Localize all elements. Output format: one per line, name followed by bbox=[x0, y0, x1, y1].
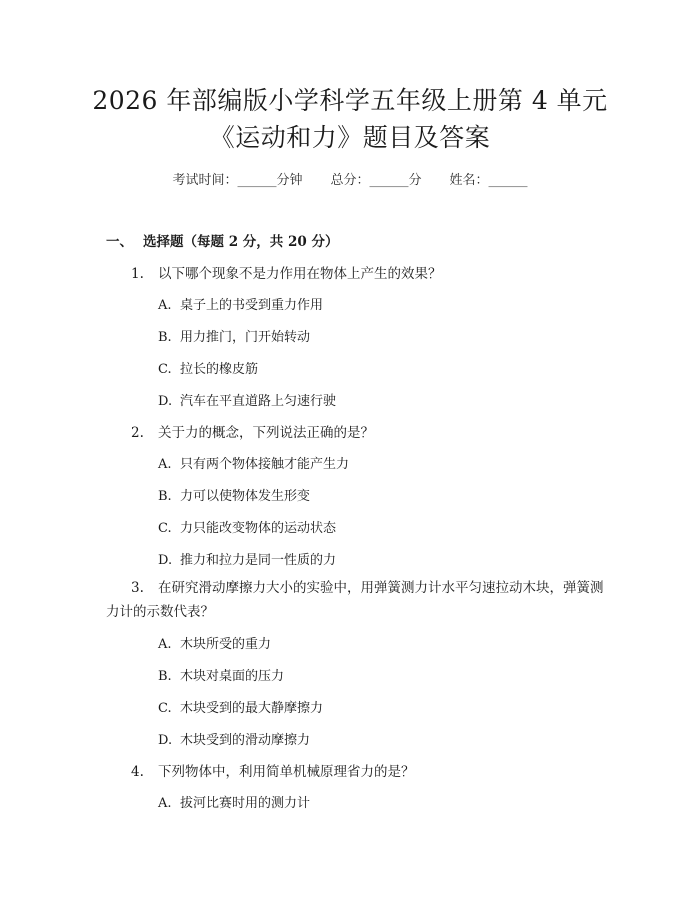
question-1-option-a bbox=[158, 294, 323, 313]
option-text: 桌子上的书受到重力作用 bbox=[180, 298, 324, 313]
option-text: 拉长的橡皮筋 bbox=[180, 362, 259, 377]
option-text: 力只能改变物体的运动状态 bbox=[180, 521, 337, 536]
question-text: 在研究滑动摩擦力大小的实验中，用弹簧测力计水平匀速拉动木块，弹簧测力计的示数代表？ bbox=[106, 580, 604, 620]
question-1 bbox=[131, 262, 442, 282]
question-2-option-c bbox=[158, 517, 336, 536]
section-heading bbox=[106, 230, 338, 250]
document-title-line-2: 《运动和力》题目及答案 bbox=[209, 123, 491, 152]
option-text: 拔河比赛时用的测力计 bbox=[180, 796, 311, 811]
question-number: 4. bbox=[131, 764, 144, 780]
option-label: A. bbox=[158, 796, 172, 811]
option-label: C. bbox=[158, 701, 172, 716]
question-3-option-b bbox=[158, 665, 284, 684]
option-label: A. bbox=[158, 637, 172, 652]
exam-time-field: 考试时间：______分钟 bbox=[172, 173, 303, 188]
section-number: 一、 bbox=[106, 234, 133, 250]
option-text: 推力和拉力是同一性质的力 bbox=[180, 553, 337, 568]
option-label: D. bbox=[158, 733, 173, 748]
question-2 bbox=[131, 421, 374, 441]
question-number: 1. bbox=[131, 266, 144, 282]
question-1-option-b bbox=[158, 326, 310, 345]
option-label: A. bbox=[158, 457, 172, 472]
option-text: 只有两个物体接触才能产生力 bbox=[180, 457, 350, 472]
option-text: 用力推门，门开始转动 bbox=[180, 330, 311, 345]
question-1-option-c bbox=[158, 358, 258, 377]
question-number: 2. bbox=[131, 425, 144, 441]
question-3-option-c bbox=[158, 697, 323, 716]
question-4 bbox=[131, 760, 415, 780]
question-2-option-d bbox=[158, 549, 336, 568]
option-text: 木块受到的滑动摩擦力 bbox=[180, 733, 311, 748]
option-text: 木块所受的重力 bbox=[180, 637, 272, 652]
question-4-option-a bbox=[158, 792, 310, 811]
exam-score-field: 总分：______分 bbox=[330, 173, 422, 188]
option-text: 木块受到的最大静摩擦力 bbox=[180, 701, 324, 716]
option-label: C. bbox=[158, 521, 172, 536]
question-text: 关于力的概念，下列说法正确的是？ bbox=[158, 425, 374, 441]
option-text: 力可以使物体发生形变 bbox=[180, 489, 311, 504]
option-label: C. bbox=[158, 362, 172, 377]
option-label: B. bbox=[158, 330, 172, 345]
option-label: B. bbox=[158, 669, 172, 684]
option-text: 木块对桌面的压力 bbox=[180, 669, 285, 684]
option-label: D. bbox=[158, 553, 173, 568]
question-3-option-d bbox=[158, 729, 310, 748]
question-text: 下列物体中，利用简单机械原理省力的是？ bbox=[158, 764, 415, 780]
option-label: A. bbox=[158, 298, 172, 313]
exam-name-field: 姓名：______ bbox=[449, 173, 528, 188]
option-label: B. bbox=[158, 489, 172, 504]
question-2-option-a bbox=[158, 453, 349, 472]
section-title: 选择题（每题 2 分，共 20 分） bbox=[143, 234, 339, 250]
question-3 bbox=[106, 576, 606, 624]
option-label: D. bbox=[158, 394, 173, 409]
question-1-option-d bbox=[158, 390, 336, 409]
exam-info-line bbox=[0, 169, 700, 188]
question-number: 3. bbox=[131, 580, 144, 596]
document-title-line-1: 2026 年部编版小学科学五年级上册第 4 单元 bbox=[92, 86, 608, 115]
option-text: 汽车在平直道路上匀速行驶 bbox=[180, 394, 337, 409]
question-3-option-a bbox=[158, 633, 271, 652]
question-text: 以下哪个现象不是力作用在物体上产生的效果？ bbox=[158, 266, 442, 282]
question-2-option-b bbox=[158, 485, 310, 504]
